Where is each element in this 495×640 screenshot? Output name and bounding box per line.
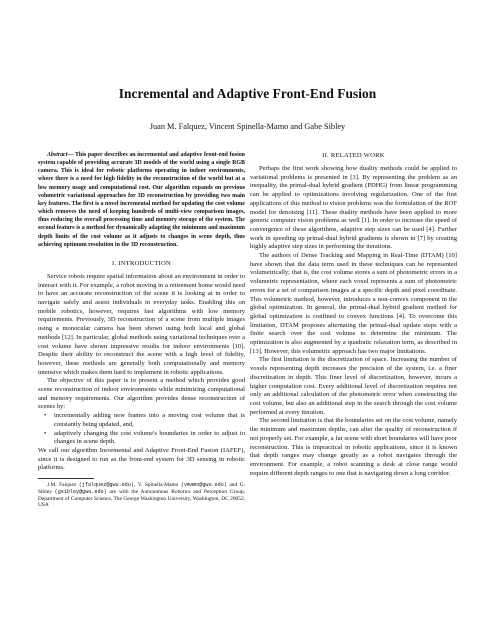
section-heading-introduction: I. INTRODUCTION	[111, 259, 172, 267]
footnote-text: and G. Sibley	[38, 482, 245, 495]
right-column	[250, 151, 457, 478]
paper-authors: Juan M. Falquez, Vincent Spinella-Mamo and Gabe Sibley	[149, 122, 346, 131]
abstract	[38, 151, 245, 249]
related-paragraph-1: Perhaps the first work showing how duality methods could be applied to variational problems is presented in [3]. By representing the problem as an inequality, the primal-dual hybrid gradient (PDHG) from linear programming can be applied to optimizations involving regularization. One of the first applications of this method to vision problems was the formulation of the ROF model for denoising [11]. These duality methods have been applied to more generic computer vision problems as well [1]. In order to increase the speed of convergence of these algorithms, adaptive step sizes can be used [4]. Further work in speeding up primal-dual hybrid gradients is shown in [7] by creating highly adaptive step sizes in performing the iterations.	[250, 165, 457, 251]
intro-paragraph-2: The objective of this paper is to present a method which provides good scene reconstruction of indoor environments while minimizing computational and memory requirements. Our algorithm provides dense reconstruction of scenes by:	[38, 377, 245, 411]
left-column	[38, 151, 245, 509]
author-email: (jfalquez@gwu.edu)	[78, 482, 134, 489]
list-item: • incrementally adding new frames into a moving cost volume that is constantly being updated, and,	[38, 412, 245, 429]
related-paragraph-3: The first limitation is the discretization of space. Increasing the number of voxels representing depth increases the precision of the system, i.e. a finer discretization in depth. This finer level of discretization, however, incurs a higher computation cost. Every additional level of discretization requires not only an additional calculation of the photometric error when constructing the cost volume, but also an additional step in the search through the cost volume performed at every iteration.	[250, 356, 457, 416]
intro-paragraph-1: Service robots require spatial information about an environment in order to interact with it. For example, a robot moving in a retirement home would need to have an accurate reconstruction of the scene it is looking at in order to navigate safely and assist individuals in everyday tasks. Enabling this on mobile robotics, however, requires fast algorithms with low memory requirements. Previously, 3D reconstruction of a scene from multiple images using a monocular camera has been shown using both local and global methods [12]. In particular, global methods using variational techniques over a cost volume have shown impressive results for indoor environments [10]. Despite their ability to reconstruct the scene with a high level of fidelity, however, these methods are generally both computationally and memory intensive which makes them hard to implement in robotic applications.	[38, 272, 245, 376]
author-footnote	[38, 482, 245, 509]
abstract-text: — This paper describes an incremental and adaptive front-end fusion system capable of providing accurate 3D models of the world using a single RGB camera. This is ideal for robotic platforms operating in indoor environments, where there is a need for high fidelity in the reconstruction of the world but at a low memory usage and computational cost. Our algorithm expands on previous volumetric variational approaches for 3D reconstruction by providing two main key features. The first is a novel incremental method for updating the cost volume which removes the need of keeping hundreds of multi-view comparison images, thus reducing the overall processing time and memory storage of the system. The second feature is a method for dynamically adapting the minimum and maximum depth limits of the cost volume as it adjusts to changes in scene depth, thus achieving optimum resolution in the 3D reconstruction.	[38, 152, 245, 248]
related-paragraph-2: The authors of Dense Tracking and Mapping in Real-Time (DTAM) [10] have shown that the data term used in these techniques can be represented volumetrically; that is, the cost volume stores a sum of photometric errors in a volumetric representation, where each voxel represents a sum of photometric errors for a set of comparison images at a specific depth and pixel coordinate. This volumetric method, however, introduces a non-convex component in the global optimization. In general, the primal-dual hybrid gradient method for global optimization is confined to convex functions [4]. To overcome this limitation, DTAM proposes alternating the primal-dual update steps with a finite search over the cost volume to determine the minimum. The optimization is also augmented by a quadratic relaxation term, as described in [13]. However, this volumetric approach has two major limitations.	[250, 252, 457, 355]
intro-bullet-list	[38, 412, 245, 447]
author-email: (vmamo@gwu.edu)	[180, 482, 227, 489]
footnote-text: J.M. Falquez	[47, 482, 79, 489]
footnote-text: are with the Autonomous Robotics and Perception Group, Department of Computer Science, The George Washington University, Washington, DC 20052, USA	[38, 488, 246, 509]
footnote-rule	[38, 478, 94, 479]
paper-title: Incremental and Adaptive Front-End Fusion	[118, 86, 377, 101]
section-heading-related-work: II. RELATED WORK	[322, 152, 385, 159]
related-paragraph-4: The second limitation is that the boundaries set on the cost volume, namely the minimum and maximum depths, can alter the quality of reconstruction if not properly set. For example, a far scene with short boundaries will have poor reconstruction. This is impractical in robotic applications, since it is known that depth ranges may change greatly as a robot navigates through the environment. For example, a robot scanning a desk at close range would require different depth ranges to one that is navigating down a long corridor.	[250, 417, 457, 477]
abstract-label: Abstract	[47, 152, 68, 158]
footnote-text: , V. Spinella-Mamo	[133, 482, 181, 489]
list-item: • adaptively changing the cost volume's boundaries in order to adjust to changes in scene depth.	[38, 430, 245, 447]
author-email: (gsibley@gwu.edu)	[54, 488, 107, 495]
intro-paragraph-3: We call our algorithm Incremental and Adaptive Front-End Fusion (IAFEF), since it is designed to run as the front-end system for 3D sensing in robotic platforms.	[38, 446, 245, 472]
